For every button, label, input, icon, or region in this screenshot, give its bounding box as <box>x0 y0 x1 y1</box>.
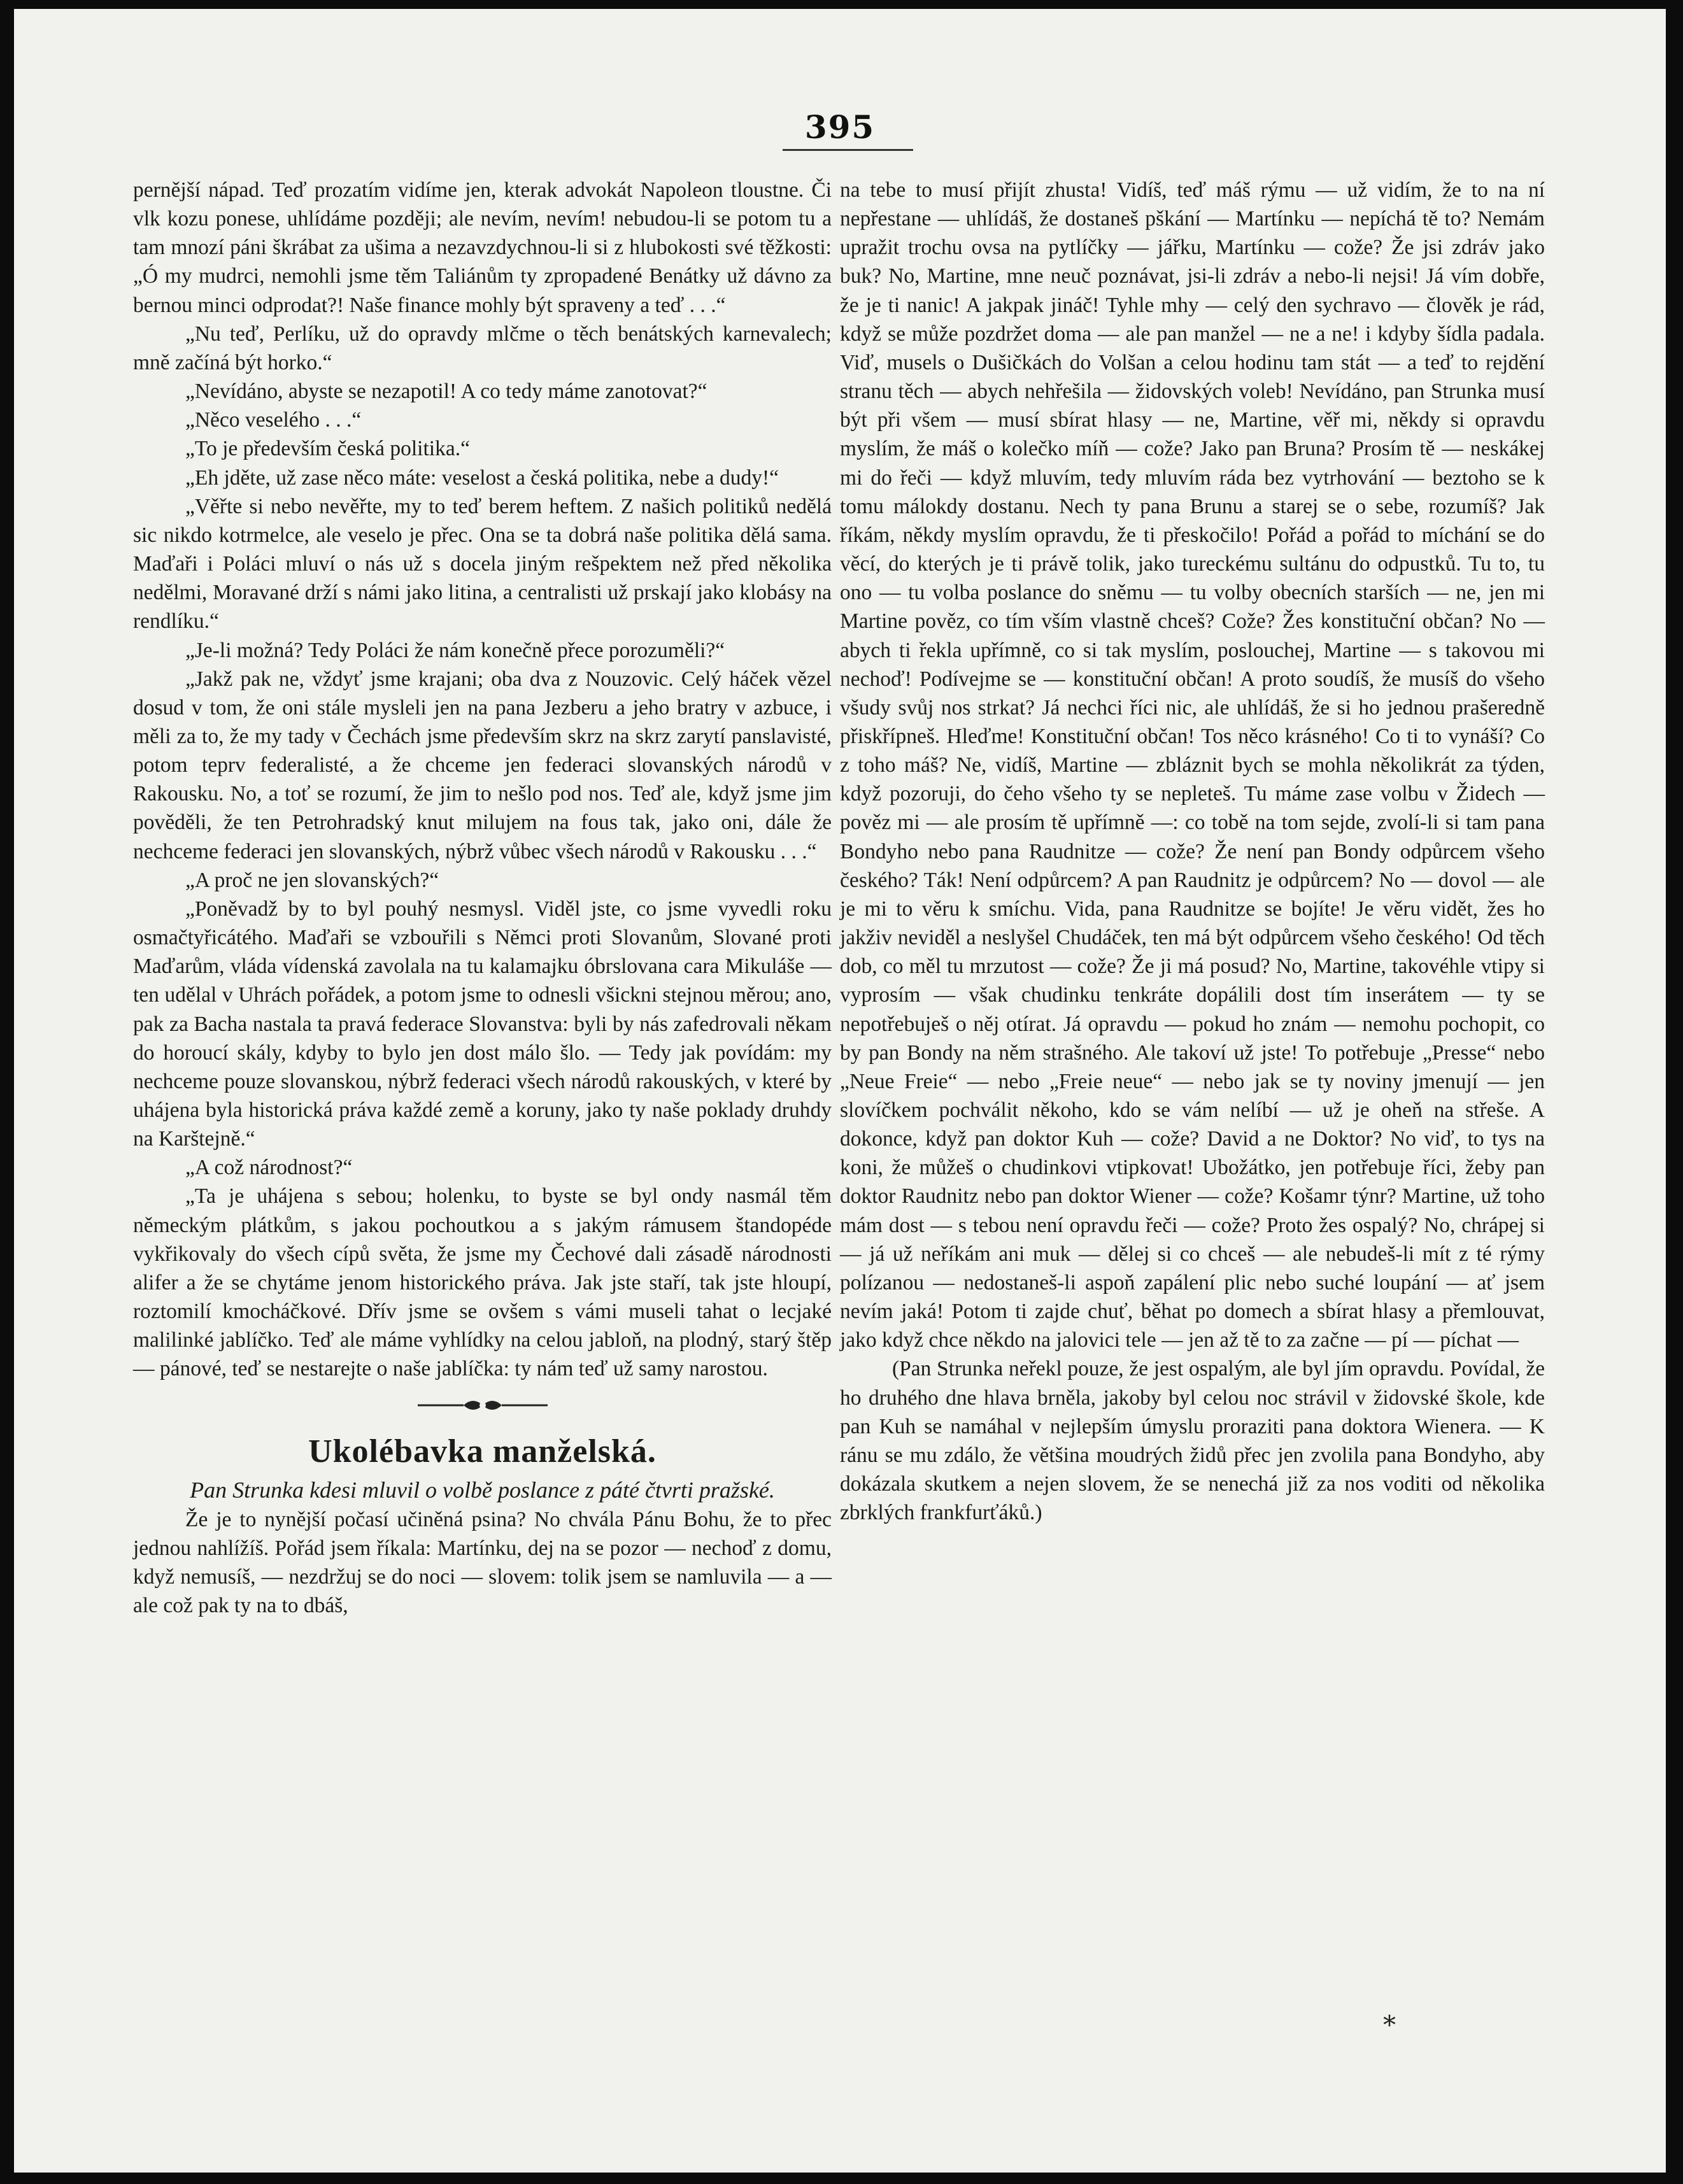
left-paragraph-4: „Něco veselého . . .“ <box>185 408 362 432</box>
page-number: 395 <box>804 108 876 146</box>
left-paragraph-7: „Věřte si nebo nevěřte, my to teď berem heftem. Z našich politiků nedělá sic nikdo kotrmelce, ale veselo je přec. Ona se ta dobrá naše politika dělá sama. Maďaři i Poláci mluví o nás už s docela jiným rešpektem než před několika nedělmi, Moravané drží s námi jako litina, a centralisti už prskají jako klobásy na rendlíku.“ <box>133 494 832 634</box>
poem-subtitle: Pan Strunka kdesi mluvil o volbě poslance z páté čtvrti pražské. <box>190 1477 775 1503</box>
left-paragraph-5: „To je především česká politika.“ <box>185 437 470 461</box>
right-column <box>840 176 1545 1527</box>
poem-title: Ukolébavka manželská. <box>308 1433 657 1470</box>
left-paragraph-11: „Poněvadž by to byl pouhý nesmysl. Viděl jste, co jsme vyvedli roku osmačtyřicátého. Maďaři se vzbouřili s Němci proti Slovanům, Slované proti Maďarům, vláda vídenská zavolala na tu kalamajku óbrslovana cara Mikuláše — ten udělal v Uhrách pořádek, a potom jsme to odnesli všickni stejnou měrou; ano, pak za Bacha nastala ta pravá federace Slovanstva: byli by nás zafedrovali někam do horoucí skály, kdyby to bylo jen dost málo šlo. — Tedy jak povídám: my nechceme pouze slovanskou, nýbrž federaci všech národů rakouských, v které by uhájena byla historická práva každé země a koruny, jako ty naše poklady druhdy na Karštejně.“ <box>133 897 832 1151</box>
section-ornament <box>133 1393 832 1418</box>
left-paragraph-9: „Jakž pak ne, vždyť jsme krajani; oba dva z Nouzovic. Celý háček vězel dosud v tom, že oni stále mysleli jen na pana Jezberu a jeho bratry v azbuce, i měli za to, že my tady v Čechách jsme především skrz na skrz zarytí panslavisté, potom teprv federalisté, a že chceme jen federaci slovanských národů v Rakousku. No, a toť se rozumí, že jim to nešlo pod nos. Teď ale, když jsme jim pověděli, že ten Petrohradský knut milujem na fous tak, jako oni, dále že nechceme federaci jen slovanských, nýbrž vůbec všech národů v Rakousku . . .“ <box>133 667 832 863</box>
left-paragraph-10: „A proč ne jen slovanských?“ <box>185 868 439 892</box>
left-paragraph-3: „Nevídáno, abyste se nezapotil! A co tedy máme zanotovat?“ <box>185 379 707 404</box>
left-paragraph-13: „Ta je uhájena s sebou; holenku, to byste se byl ondy nasmál těm německým plátkům, s jakou pochoutkou a s jakým rámusem štandopéde vykřikovaly do všech cípů světa, že jsme my Čechové dali zásadě národnosti alifer a že se chytáme jenom historického práva. Jak jste staří, tak jste hloupí, roztomilí kmocháčkové. Dřív jsme se ovšem s vámi museli tahat o lecjaké malilinké jablíčko. Teď ale máme vyhlídky na celou jabloň, na plodný, starý štěp — pánové, teď se nestarejte o naše jablíčka: ty nám teď už samy narostou. <box>133 1184 832 1381</box>
left-paragraph-2: „Nu teď, Perlíku, už do opravdy mlčme o těch benátských karnevalech; mně začíná být horko.“ <box>133 322 832 374</box>
newspaper-page <box>14 9 1666 2173</box>
left-paragraph-12: „A což národnost?“ <box>185 1156 353 1180</box>
right-paragraph-1: na tebe to musí přijít zhusta! Vidíš, teď máš rýmu — už vidím, že to na ní nepřestane — uhlídáš, že dostaneš pškání — Martínku — nepíchá tě to? Nemám upražit trochu ovsa na pytlíčky — jářku, Martínku — cože? Že jsi zdráv jako buk? No, Martine, mne neuč poznávat, jsi-li zdráv a nebo-li nejsi! Já vím dobře, že je ti nanic! A jakpak jináč! Tyhle mhy — celý den sychravo — člověk je rád, když se může pozdržet doma — ale pan manžel — ne a ne! i kdyby šídla padala. Viď, musels o Dušičkách do Volšan a celou hodinu tam stát — a teď to rejdění stranu těch — abych nehřešila — židovských voleb! Nevídáno, pan Strunka musí být při všem — musí sbírat hlasy — ne, Martine, věř mi, někdy si opravdu myslím, že máš o kolečko míň — cože? Jako pan Bruna? Prosím tě — neskákej mi do řeči — když mluvím, tedy mluvím ráda bez vytrhování — beztoho se k tomu málokdy dostanu. Nech ty pana Brunu a starej se o sebe, rozumíš? Jak říkám, někdy myslím opravdu, že ti přeskočilo! Pořád a pořád to míchání se do věcí, do kterých je ti právě tolik, jako tureckému sultánu do odpustků. Tu to, tu ono — tu volba poslance do sněmu — tu volby obecních starších — ne, jen mi Martine pověz, co tím vším vlastně chceš? Cože? Žes konstituční občan? No — abych ti řekla upřímně, co si tak myslím, poslouchej, Martine — s takovou mi nechoď! Podívejme se — konstituční občan! A proto soudíš, že musíš do všeho všudy svůj nos strkat? Já nechci říci nic, ale uhlídáš, že si ho jednou prašeredně přiskřípneš. Hleďme! Konstituční občan! Tos něco krásného! Co ti to vynáší? Co z toho máš? Ne, vidíš, Martine — zbláznit bych se mohla několikrát za týden, když pozoruji, do čeho všeho ty se nepleteš. Tu máme zase volbu v Židech — pověz mi — ale prosím tě upřímně —: co tobě na tom sejde, zvolí-li si tam pana Bondyho nebo pana Raudnitze — cože? Že není pan Bondy odpůrcem všeho českého? Ták! Není odpůrcem? A pan Raudnitz je odpůrcem? No — dovol — ale je mi to věru k smíchu. Vida, pana Raudnitze se bojíte! Je věru vidět, žes ho jakživ neviděl a neslyšel Chudáček, ten má být odpůrcem všeho českého! Od těch dob, co měl tu mrzutost — cože? Že ji má posud? No, Martine, takovéhle vtipy si vyprosím — však chudinku tenkráte dopálili dost tím inserátem — ty se nepotřebuješ o něj otírat. Já opravdu — pokud ho znám — nemohu pochopit, co by pan Bondy na něm strašného. Ale takoví už jste! To potřebuje „Presse“ nebo „Neue Freie“ — nebo „Freie neue“ — nebo jak se ty noviny jmenují — jen slovíčkem pochválit někoho, kdo se vám nelíbí — už je oheň na střeše. A dokonce, když pan doktor Kuh — cože? David a ne Doktor? No viď, to tys na koni, že můžeš o chudinkovi vtipkovat! Ubožátko, jen potřebuje říci, žeby pan doktor Raudnitz nebo pan doktor Wiener — cože? Košamr týnr? Martine, už toho mám dost — s tebou není opravdu řeči — cože? Proto žes ospalý? No, chrápej si — já už neříkám ani muk — dělej si co chceš — ale nebudeš-li mít z té rýmy polízanou — nedostaneš-li aspoň zapálení plic nebo suché loupání — ať jsem nevím jaká! Potom ti zajde chuť, běhat po domech a sbírat hlasy a přemlouvat, jako když chce někdo na jalovici tele — jen až tě to za začne — pí — píchat — <box>840 178 1545 1352</box>
left-column <box>133 176 832 1620</box>
closing-asterisk: * <box>1383 2011 1396 2040</box>
header-rule <box>783 149 913 151</box>
left-paragraph-6: „Eh jděte, už zase něco máte: veselost a česká politika, nebe a dudy!“ <box>185 465 779 490</box>
right-paragraph-2: (Pan Strunka neřekl pouze, že jest ospalým, ale byl jím opravdu. Povídal, že ho druhého dne hlava brněla, jakoby byl celou noc strávil v židovské škole, kde pan Kuh se namáhal v nejlepším úmyslu proraziti pana doktora Wienera. — K ránu se mu zdálo, že většina moudrých židů přec jen zvolila pana Bondyho, aby dokázala skutkem a nejen slovem, že se nenechá již za nos voditi od několika zbrklých frankfurťáků.) <box>840 1357 1545 1525</box>
left-paragraph-1: pernější nápad. Teď prozatím vidíme jen, kterak advokát Napoleon tloustne. Či vlk kozu ponese, uhlídáme později; ale nevím, nevím! nebudou-li se potom tu a tam mnozí páni škrábat za ušima a nezavzdychnou-li si z hlubokosti své těžkosti: „Ó my mudrci, nemohli jsme těm Taliánům ty zpropadené Benátky už dávno za bernou minci odprodat?! Naše finance mohly být spraveny a teď . . .“ <box>133 178 832 317</box>
poem-opening-paragraph: Že je to nynější počasí učiněná psina? No chvála Pánu Bohu, že to přec jednou nahlížíš. Pořád jsem říkala: Martínku, dej na se pozor — nechoď z domu, když nemusíš, — nezdržuj se do noci — slovem: tolik jsem se namluvila — a — ale což pak ty na to dbáš, <box>133 1507 832 1618</box>
left-paragraph-8: „Je-li možná? Tedy Poláci že nám konečně přece porozuměli?“ <box>185 638 725 662</box>
